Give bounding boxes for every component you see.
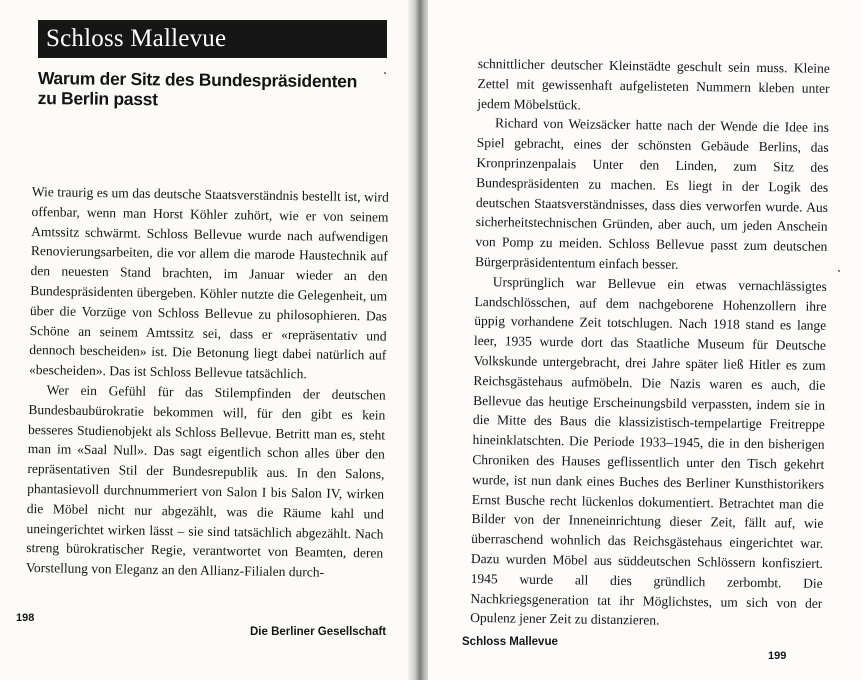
scan-speck xyxy=(838,270,840,272)
left-body-text xyxy=(26,182,389,583)
right-body-text xyxy=(470,54,830,633)
subtitle-line-2: zu Berlin passt xyxy=(37,87,158,110)
paragraph: Wer ein Gefühl für das Stilempfinden der deutschen Bundesbaubürokratie bekommen will, für den gibt es kein besseres Studienobjekt als Schloss Bellevue. Betritt man es, steht man im «Saal Null». Das sagt eigentlich schon alles über den repräsentativen Stil der Bundesrepublik aus. In den Salons, phantasievoll durchnummeriert von Salon I bis Salon IV, wirken die Möbel nicht nur abgezählt, was die Räume kahl und uneingerichtet wirken lässt – sie sind tatsächlich abgezählt. Nach streng bürokratischer Regie, verantwortet von Beamten, deren Vorstellung von Eleganz an den Allianz-Filialen durch- xyxy=(25,382,386,580)
scan-speck xyxy=(384,72,386,74)
left-page xyxy=(0,0,415,680)
running-head-left: Die Berliner Gesellschaft xyxy=(250,626,387,638)
page-number-left: 198 xyxy=(16,612,35,624)
running-head-right: Schloss Mallevue xyxy=(462,636,558,648)
paragraph: schnittlicher deutscher Kleinstädte geschult sein muss. Kleine Zettel mit gewissenhaft aufgelisteten Nummern kleben unter jedem Möbelstück. xyxy=(477,55,830,113)
chapter-title: Schloss Mallevue xyxy=(38,20,387,58)
page-number-right: 199 xyxy=(768,650,787,662)
paragraph: Wie traurig es um das deutsche Staatsverständnis bestellt ist, wird offenbar, wenn man Horst Köhler zuhört, wie er von seinem Amtssitz schwärmt. Schloss Bellevue wurde nach aufwendigen Renovierungsarbeiten, die vor allem die marode Haustechnik auf den neuesten Stand brachten, im Januar wieder an den Bundespräsidenten übergeben. Köhler nutzte die Gelegenheit, um über die Vorzüge von Schloss Bellevue zu philosophieren. Das Schöne an seinem Amtssitz sei, dass er «repräsentativ und dennoch bescheiden» ist. Die Betonung liegt dabei natürlich auf «bescheiden». Das ist Schloss Bellevue tatsächlich. xyxy=(28,183,389,382)
chapter-subtitle xyxy=(38,68,378,112)
paragraph: Ursprünglich war Bellevue ein etwas vernachlässigtes Landschlösschen, auf dem nachgeborene Hohenzollern ihre üppig vorhandene Zeit totschlugen. Nach 1918 stand es lange leer, 1935 wurde dort das Staatliche Museum für Deutsche Volkskunde untergebracht, drei Jahre später ließ Hitler es zum Reichsgästehaus aufmöbeln. Die Nazis waren es auch, die Bellevue das heutige Erscheinungsbild verpassten, indem sie in die Mitte des Baus die klassizistisch-tempelartige Freitreppe hineinklatschten. Die Periode 1933–1945, die in den bisherigen Chroniken des Hauses geflissentlich unter den Tisch gekehrt wurde, ist nun dank eines Buches des Berliner Kunsthistorikers Ernst Busche recht lückenlos dokumentiert. Betrachtet man die Bilder von der Inneneinrichtung dieser Zeit, fällt auf, wie überraschend wohnlich das Reichsgästehaus eingerichtet war. Dazu wurden Möbel aus süddeutschen Schlössern konfisziert. 1945 wurde all dies gründlich zerbombt. Die Nachkriegsgeneration tat ihr Möglichstes, um sich von der Opulenz jener Zeit zu distanzieren. xyxy=(470,273,827,628)
paragraph: Richard von Weizsäcker hatte nach der Wende die Idee ins Spiel gebracht, eines der schönsten Gebäude Berlins, das Kronprinzenpalais Unter den Linden, zum Sitz des Bundespräsidenten zu machen. Es liegt in der Logik des deutschen Staatsverständnisses, dass dies verworfen wurde. Aus sicherheitstechnischen Gründen, aber auch, um jeden Anschein von Pomp zu meiden. Schloss Bellevue passt zum deutschen Bürgerpräsidententum einfach besser. xyxy=(474,115,830,272)
subtitle-line-1: Warum der Sitz des Bundespräsidenten xyxy=(37,68,358,92)
right-page xyxy=(428,0,862,680)
